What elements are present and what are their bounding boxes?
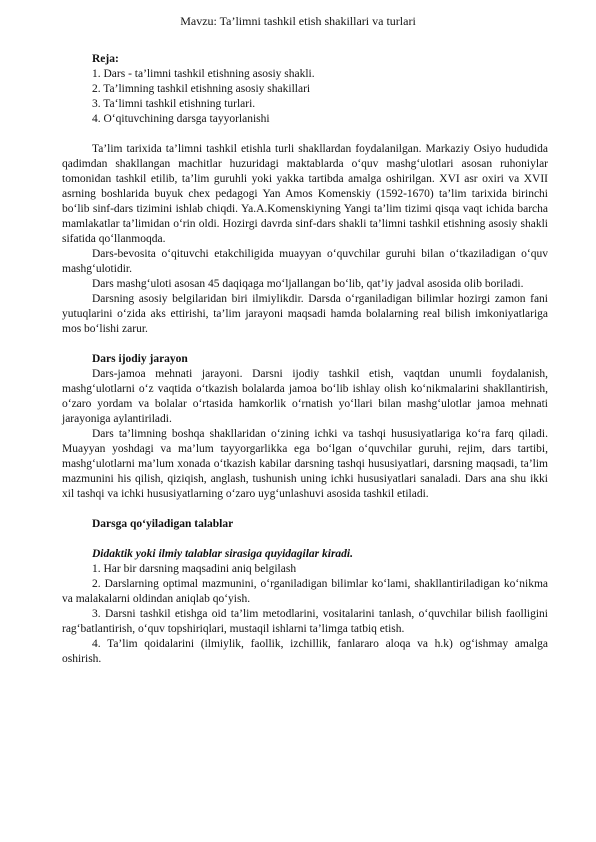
intro-paragraph: Dars-bevosita o‘qituvchi etakchiligida muayyan o‘quvchilar guruhi bilan o‘tkaziladigan o‘quv mashg‘ulotidir. bbox=[62, 248, 548, 275]
plan-item: 4. O‘qituvchining darsga tayyorlanishi bbox=[92, 113, 270, 125]
document-body bbox=[62, 52, 548, 667]
intro-paragraph: Dars mashg‘uloti asosan 45 daqiqaga mo‘ljallangan bo‘lib, qat’iy jadval asosida olib boriladi. bbox=[92, 278, 524, 290]
spacer bbox=[62, 127, 548, 142]
spacer bbox=[62, 502, 548, 517]
spacer bbox=[62, 337, 548, 352]
spacer bbox=[62, 532, 548, 547]
section-paragraph: Dars-jamoa mehnati jarayoni. Darsni ijodiy tashkil etish, vaqtdan unumli foydalanish, mashg‘ulotlarni o‘z vaqtida o‘tkazish bolalarda jamoa bo‘lib ishlay olish ko‘nikmalarini shakllantirish, o‘zaro yordam va bolalar o‘rtasida hamkorlik o‘rnatish yo‘llari bilan mashg‘ulotlar jamoa mehnati jarayoniga aylantiriladi. bbox=[62, 368, 548, 425]
requirement-item: 2. Darslarning optimal mazmunini, o‘rganiladigan bilimlar ko‘lami, shakllantiriladigan ko‘nikma va malakalarni oldindan aniqlab qo‘yish. bbox=[62, 578, 548, 605]
plan-item: 3. Ta‘limni tashkil etishning turlari. bbox=[92, 98, 256, 110]
requirement-item: 3. Darsni tashkil etishga oid ta’lim metodlarini, vositalarini tanlash, o‘quvchilar bilish faolligini rag‘batlantirish, o‘quv topshiriqlari, mustaqil ishlarni ta’limga tatbiq etish. bbox=[62, 608, 548, 635]
intro-paragraph: Darsning asosiy belgilaridan biri ilmiylikdir. Darsda o‘rganiladigan bilimlar hozirgi zamon fani yutuqlarini o‘zida aks ettirishi, ta’lim jarayoni maqsadi hamda bolalarning real bilish imkoniyatlariga mos bo‘lishi zarur. bbox=[62, 293, 548, 335]
section-paragraph: Dars ta’limning boshqa shakllaridan o‘zining ichki va tashqi hususiyatlariga ko‘ra farq qiladi. Muayyan yoshdagi va ma’lum tayyorgarlikka ega bo‘lgan o‘quvchilar guruhi, rejim, dars tartibi, mashg‘ulotlarni ma’lum xonada o‘tkazish kabilar darsning tashqi hususiyatlari, darsning maqsadi, ta’lim mazmunini his qilish, qiziqish, anglash, tushunish uning ichki hususiyatlari sanaladi. Dars ana shu ikki xil tashqi va ichki hususiyatlarning o‘zaro uyg‘unlashuvi asosida tashkil etiladi. bbox=[62, 428, 548, 500]
plan-item: 2. Ta’limning tashkil etishning asosiy shakillari bbox=[92, 83, 311, 95]
intro-paragraph: Ta’lim tarixida ta’limni tashkil etishla turli shakllardan foydalanilgan. Markaziy Osiyo hududida qadimdan shakllangan machitlar huzuridagi maktablarda o‘quv mashg‘ulotlari asosan ruhoniylar tomonidan tashkil etilib, ta’lim guruhli yoki yakka tartibda amalga oshirilgan. XVI asr oxiri va XVII asrning boshlarida buyuk chex pedagogi Yan Amos Komenskiy (1592-1670) ta’lim tarixida birinchi bo‘lib sinf-dars tizimini ishlab chiqdi. Ya.A.Komenskiyning Yangi ta’lim tizimi qisqa vaqt ichida barcha mamlakatlar ta’limidan o‘rin oldi. Hozirgi davrda sinf-dars shakli ta’limni tashkil etishning asosiy shakli sifatida qo‘llanmoqda. bbox=[62, 143, 548, 245]
plan-item: 1. Dars - ta’limni tashkil etishning asosiy shakli. bbox=[92, 68, 315, 80]
section-heading: Darsga qo‘yiladigan talablar bbox=[92, 518, 234, 530]
requirement-item: 1. Har bir darsning maqsadini aniq belgilash bbox=[92, 563, 297, 575]
document-title: Mavzu: Ta’limni tashkil etish shakillari va turlari bbox=[180, 14, 416, 28]
section-heading: Dars ijodiy jarayon bbox=[92, 353, 188, 365]
requirement-item: 4. Ta’lim qoidalarini (ilmiylik, faollik, izchillik, fanlararo aloqa va h.k) og‘ishmay amalga oshirish. bbox=[62, 638, 548, 665]
plan-heading: Reja: bbox=[92, 53, 119, 65]
section-subheading: Didaktik yoki ilmiy talablar sirasiga quyidagilar kiradi. bbox=[92, 548, 354, 560]
